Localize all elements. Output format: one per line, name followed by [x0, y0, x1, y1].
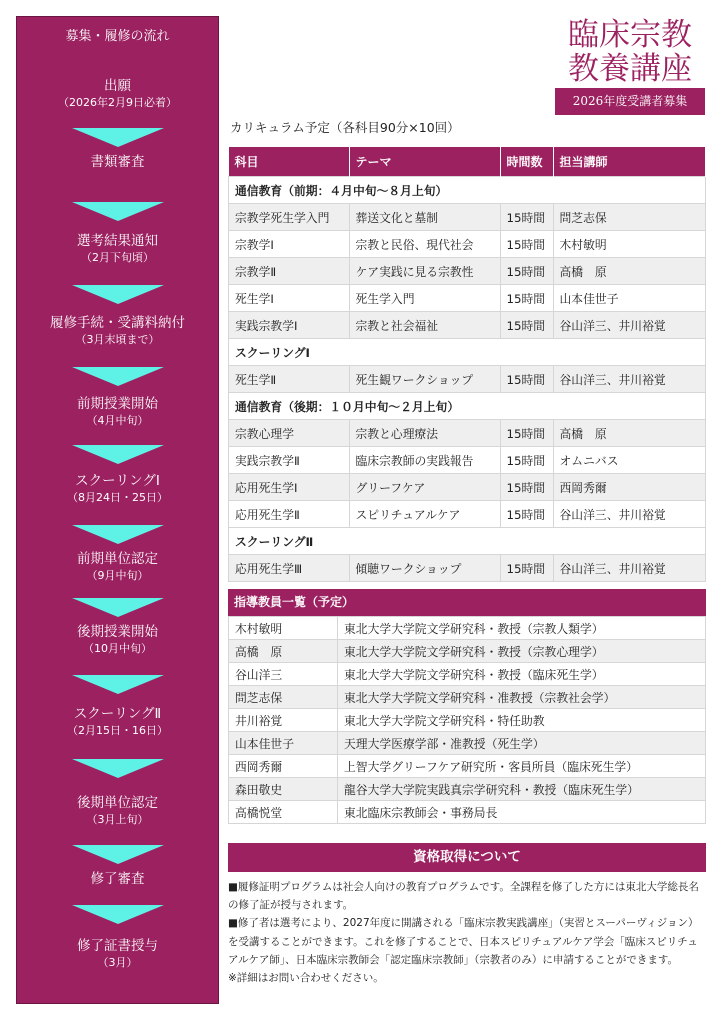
subject-cell: 宗教学死生学入門: [229, 204, 350, 231]
hours-cell: 15時間: [500, 366, 553, 393]
flow-arrow-icon: [72, 905, 164, 924]
subject-cell: 死生学Ⅱ: [229, 366, 350, 393]
flow-arrow-icon: [72, 128, 164, 147]
flow-step: [17, 550, 218, 583]
flow-step-date: （2月15日・16日）: [67, 724, 168, 737]
flow-step-date: （10月中旬）: [83, 642, 152, 655]
flow-arrow-icon: [72, 285, 164, 304]
table-row: [229, 231, 706, 258]
flow-arrow-icon: [72, 598, 164, 617]
table-row: [229, 366, 706, 393]
table-row: [229, 312, 706, 339]
faculty-affiliation-cell: 龍谷大学大学院実践真宗学研究科・教授（臨床死生学）: [338, 778, 706, 801]
flow-arrow-icon: [72, 202, 164, 221]
faculty-name-cell: 井川裕覚: [229, 709, 338, 732]
hours-cell: 15時間: [500, 258, 553, 285]
flow-step-title: 後期授業開始: [77, 624, 158, 640]
col-lecturer: 担当講師: [553, 147, 706, 177]
faculty-name-cell: 高橋悦堂: [229, 801, 338, 824]
hours-cell: 15時間: [500, 312, 553, 339]
flow-step: [17, 623, 218, 656]
qualification-paragraph-1: ■履修証明プログラムは社会人向けの教育プログラムです。全課程を修了した方には東北大学総長名の修了証が授与されます。: [228, 881, 699, 912]
lecturer-cell: 谷山洋三、井川裕覚: [553, 312, 706, 339]
curriculum-section-row: [229, 177, 706, 204]
page-title: [555, 18, 705, 86]
faculty-affiliation-cell: 東北大学大学院文学研究科・教授（臨床死生学）: [338, 663, 706, 686]
faculty-heading: 指導教員一覧（予定）: [228, 589, 706, 616]
theme-cell: 宗教と民俗、現代社会: [349, 231, 500, 258]
table-row: [229, 555, 706, 582]
flow-step: [17, 870, 218, 888]
lecturer-cell: オムニバス: [553, 447, 706, 474]
curriculum-caption: カリキュラム予定（各科目90分×10回）: [230, 120, 460, 135]
faculty-name-cell: 山本佳世子: [229, 732, 338, 755]
faculty-table: [228, 616, 706, 824]
faculty-name-cell: 問芝志保: [229, 686, 338, 709]
curriculum-section-label: 通信教育（前期：４月中旬〜８月上旬）: [229, 177, 706, 204]
flow-step: [17, 794, 218, 827]
curriculum-body: [229, 177, 706, 582]
faculty-affiliation-cell: 東北大学大学院文学研究科・教授（宗教人類学）: [338, 617, 706, 640]
table-row: [229, 474, 706, 501]
curriculum-section-row: [229, 393, 706, 420]
flow-step-title: 後期単位認定: [77, 795, 158, 811]
flow-step-date: （4月中旬）: [86, 414, 149, 427]
theme-cell: 宗教と社会福祉: [349, 312, 500, 339]
faculty-name-cell: 高橋 原: [229, 640, 338, 663]
theme-cell: 死生観ワークショップ: [349, 366, 500, 393]
flow-step-title: 修了証書授与: [77, 938, 158, 954]
flow-step-date: （8月24日・25日）: [67, 491, 168, 504]
theme-cell: 死生学入門: [349, 285, 500, 312]
lecturer-cell: 高橋 原: [553, 258, 706, 285]
qualification-paragraph-2: ■修了者は選考により、2027年度に開講される「臨床宗教実践講座」（実習とスーパーヴィジョン）を受講することができます。これを修了することで、日本スピリチュアルケア学会「臨床スピリチュアルケア師」、日本臨床宗教師会「認定臨床宗教師」（宗教者のみ）に申請することができます。: [228, 917, 699, 966]
faculty-affiliation-cell: 東北大学大学院文学研究科・特任助教: [338, 709, 706, 732]
flow-step-title: スクーリングⅡ: [73, 706, 162, 722]
qualification-note: ※詳細はお問い合わせください。: [228, 972, 384, 985]
lecturer-cell: 木村敏明: [553, 231, 706, 258]
faculty-affiliation-cell: 東北臨床宗教師会・事務局長: [338, 801, 706, 824]
flow-step-date: （2月下旬頃）: [81, 251, 154, 264]
subject-cell: 応用死生学Ⅱ: [229, 501, 350, 528]
curriculum-section-label: スクーリングⅡ: [229, 528, 706, 555]
faculty-body: [229, 617, 706, 824]
flow-step: [17, 314, 218, 347]
flow-arrow-icon: [72, 845, 164, 864]
lecturer-cell: 西岡秀爾: [553, 474, 706, 501]
hours-cell: 15時間: [500, 285, 553, 312]
table-row: [229, 663, 706, 686]
curriculum-section-label: 通信教育（後期：１０月中旬〜２月上旬）: [229, 393, 706, 420]
table-row: [229, 258, 706, 285]
flow-step-date: （3月末頃まで）: [75, 333, 160, 346]
flow-step-date: （3月）: [97, 956, 138, 969]
flow-step-title: 選考結果通知: [77, 233, 158, 249]
hours-cell: 15時間: [500, 420, 553, 447]
subject-cell: 死生学Ⅰ: [229, 285, 350, 312]
table-row: [229, 617, 706, 640]
faculty-name-cell: 木村敏明: [229, 617, 338, 640]
faculty-name-cell: 森田敬史: [229, 778, 338, 801]
faculty-name-cell: 西岡秀爾: [229, 755, 338, 778]
flow-step-title: 前期授業開始: [77, 396, 158, 412]
lecturer-cell: 谷山洋三、井川裕覚: [553, 366, 706, 393]
flow-arrow-icon: [72, 367, 164, 386]
flow-step: [17, 77, 218, 110]
hours-cell: 15時間: [500, 555, 553, 582]
col-hours: 時間数: [500, 147, 553, 177]
table-row: [229, 204, 706, 231]
col-subject: 科目: [229, 147, 350, 177]
lecturer-cell: 問芝志保: [553, 204, 706, 231]
flow-step-date: （3月上旬）: [86, 813, 149, 826]
table-row: [229, 447, 706, 474]
qualification-text: [228, 878, 706, 987]
flow-step-title: 出願: [104, 78, 131, 94]
faculty-affiliation-cell: 天理大学医療学部・准教授（死生学）: [338, 732, 706, 755]
faculty-name-cell: 谷山洋三: [229, 663, 338, 686]
qualification-heading: 資格取得について: [228, 843, 706, 872]
flow-step: [17, 705, 218, 738]
subject-cell: 応用死生学Ⅰ: [229, 474, 350, 501]
flow-step-title: 修了審査: [90, 871, 145, 887]
flow-step-date: （9月中旬）: [86, 569, 149, 582]
flow-arrow-icon: [72, 759, 164, 778]
curriculum-table: [228, 147, 706, 582]
col-theme: テーマ: [349, 147, 500, 177]
flow-step: [17, 937, 218, 970]
table-row: [229, 709, 706, 732]
lecturer-cell: 谷山洋三、井川裕覚: [553, 501, 706, 528]
theme-cell: グリーフケア: [349, 474, 500, 501]
theme-cell: ケア実践に見る宗教性: [349, 258, 500, 285]
flow-step-title: 前期単位認定: [77, 551, 158, 567]
hours-cell: 15時間: [500, 204, 553, 231]
table-row: [229, 778, 706, 801]
faculty-affiliation-cell: 東北大学大学院文学研究科・准教授（宗教社会学）: [338, 686, 706, 709]
table-row: [229, 501, 706, 528]
theme-cell: スピリチュアルケア: [349, 501, 500, 528]
table-row: [229, 686, 706, 709]
flow-step: [17, 472, 218, 505]
flow-step: [17, 153, 218, 171]
curriculum-section-row: [229, 528, 706, 555]
flow-step-date: （2026年2月9日必着）: [58, 96, 177, 109]
table-row: [229, 420, 706, 447]
table-row: [229, 801, 706, 824]
theme-cell: 宗教と心理療法: [349, 420, 500, 447]
curriculum-section-row: [229, 339, 706, 366]
recruit-badge: 2026年度受講者募集: [555, 88, 705, 115]
table-row: [229, 732, 706, 755]
subject-cell: 応用死生学Ⅲ: [229, 555, 350, 582]
flow-step-title: 履修手続・受講料納付: [50, 315, 185, 331]
subject-cell: 宗教学Ⅱ: [229, 258, 350, 285]
hours-cell: 15時間: [500, 447, 553, 474]
flow-heading: 募集・履修の流れ: [65, 29, 170, 44]
faculty-affiliation-cell: 東北大学大学院文学研究科・教授（宗教心理学）: [338, 640, 706, 663]
table-row: [229, 640, 706, 663]
flow-step: [17, 395, 218, 428]
faculty-affiliation-cell: 上智大学グリーフケア研究所・客員所員（臨床死生学）: [338, 755, 706, 778]
subject-cell: 宗教心理学: [229, 420, 350, 447]
flow-step-title: 書類審査: [90, 154, 145, 170]
curriculum-header-row: [229, 147, 706, 177]
theme-cell: 臨床宗教師の実践報告: [349, 447, 500, 474]
flow-arrow-icon: [72, 525, 164, 544]
flow-arrow-icon: [72, 675, 164, 694]
subject-cell: 実践宗教学Ⅰ: [229, 312, 350, 339]
flow-panel: [16, 16, 219, 1004]
subject-cell: 実践宗教学Ⅱ: [229, 447, 350, 474]
hours-cell: 15時間: [500, 231, 553, 258]
subject-cell: 宗教学Ⅰ: [229, 231, 350, 258]
flow-arrow-icon: [72, 445, 164, 464]
flow-step: [17, 232, 218, 265]
lecturer-cell: 高橋 原: [553, 420, 706, 447]
hours-cell: 15時間: [500, 474, 553, 501]
table-row: [229, 755, 706, 778]
lecturer-cell: 谷山洋三、井川裕覚: [553, 555, 706, 582]
table-row: [229, 285, 706, 312]
title-line-1: 臨床宗教: [568, 17, 692, 53]
theme-cell: 傾聴ワークショップ: [349, 555, 500, 582]
hours-cell: 15時間: [500, 501, 553, 528]
flow-step-title: スクーリングⅠ: [75, 473, 160, 489]
curriculum-section-label: スクーリングⅠ: [229, 339, 706, 366]
title-line-2: 教養講座: [568, 51, 692, 87]
lecturer-cell: 山本佳世子: [553, 285, 706, 312]
theme-cell: 葬送文化と墓制: [349, 204, 500, 231]
